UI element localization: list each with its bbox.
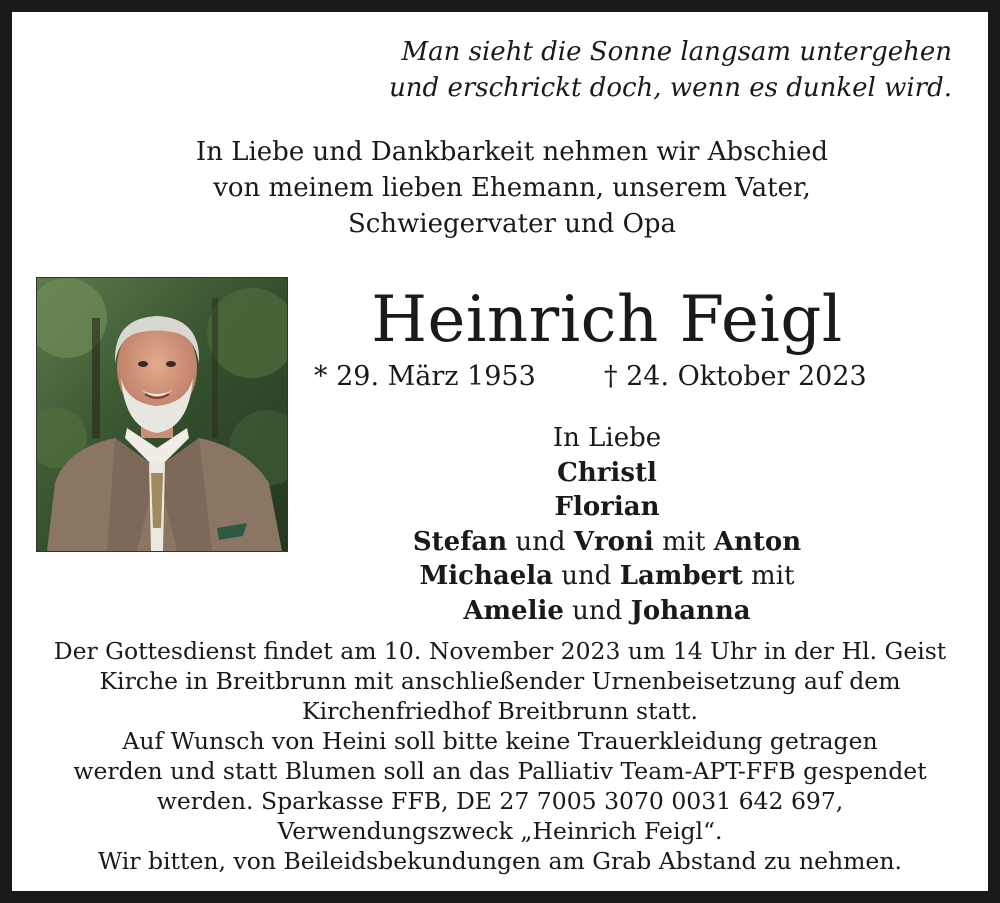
farewell-intro <box>112 134 912 242</box>
connector-word: und <box>572 595 623 626</box>
birth-date: * 29. März 1953 <box>314 361 536 392</box>
mourner-name: Vroni <box>573 526 654 557</box>
info-line: werden und statt Blumen soll an das Palliativ Team-APT-FFB gespendet <box>73 757 927 785</box>
connector-word: und <box>515 526 566 557</box>
portrait-photo <box>36 277 288 552</box>
mourner-name: Florian <box>554 492 660 522</box>
connector-word: mit <box>662 526 706 557</box>
info-line: Kirche in Breitbrunn mit anschließender Urnenbeisetzung auf dem <box>99 667 901 695</box>
info-line: Verwendungszweck „Heinrich Feigl“. <box>277 817 723 845</box>
service-information <box>32 636 968 876</box>
mourners-list <box>312 421 902 628</box>
portrait-illustration <box>37 278 287 551</box>
mourner-name: Stefan <box>412 526 508 557</box>
mourner-line <box>312 490 902 525</box>
deceased-name: Heinrich Feigl <box>371 283 843 357</box>
info-line: Kirchenfriedhof Breitbrunn statt. <box>302 697 698 725</box>
mourner-line <box>312 525 902 560</box>
mourner-line <box>312 594 902 629</box>
info-line: werden. Sparkasse FFB, DE 27 7005 3070 0031 642 697, <box>156 787 844 815</box>
mourners-intro: In Liebe <box>552 423 662 453</box>
epigraph-quote <box>312 34 952 106</box>
mourner-name: Anton <box>713 526 802 557</box>
connector-word: und <box>561 561 612 591</box>
mourner-line <box>312 456 902 491</box>
mourner-name: Michaela <box>419 561 554 591</box>
mourner-name: Christl <box>557 457 657 488</box>
intro-line: In Liebe und Dankbarkeit nehmen wir Abschied <box>195 137 829 167</box>
mourner-name: Lambert <box>619 561 743 591</box>
quote-line: Man sieht die Sonne langsam untergehen <box>401 37 952 67</box>
intro-line: von meinem lieben Ehemann, unserem Vater, <box>213 173 811 203</box>
death-date: † 24. Oktober 2023 <box>604 361 867 392</box>
info-line: Auf Wunsch von Heini soll bitte keine Trauerkleidung getragen <box>122 727 878 755</box>
mourner-name: Amelie <box>463 595 564 626</box>
mourner-line <box>312 559 902 594</box>
quote-line: und erschrickt doch, wenn es dunkel wird. <box>389 73 952 103</box>
info-line: Der Gottesdienst findet am 10. November 2023 um 14 Uhr in der Hl. Geist <box>53 637 947 665</box>
info-line: Wir bitten, von Beileidsbekundungen am Grab Abstand zu nehmen. <box>98 847 902 875</box>
mourner-name: Johanna <box>630 595 751 626</box>
connector-word: mit <box>751 561 795 591</box>
intro-line: Schwiegervater und Opa <box>347 209 677 239</box>
